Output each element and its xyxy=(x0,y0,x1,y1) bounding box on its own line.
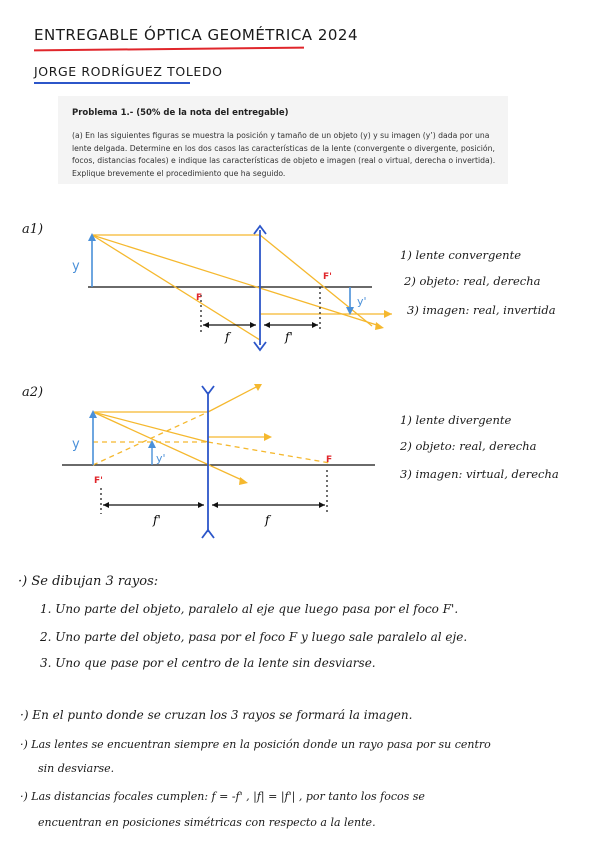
a1-answer-2: 2) objeto: real, derecha xyxy=(404,274,541,288)
a1-focus-prime-label: F' xyxy=(323,272,332,282)
a1-image-label: y' xyxy=(357,295,367,308)
a2-answer-2: 2) objeto: real, derecha xyxy=(400,439,537,453)
a2-f-prime-label: f' xyxy=(153,513,161,527)
note-image-formation: ·) En el punto donde se cruzan los 3 rayos se formará la imagen. xyxy=(20,708,413,722)
a2-focus-label: F xyxy=(326,455,333,465)
a1-answer-1: 1) lente convergente xyxy=(400,248,522,262)
note-focal-distances: ·) Las distancias focales cumplen: f = -f' , |f| = |f'| , por tanto los focos se xyxy=(20,790,425,803)
a2-image-arrowhead xyxy=(148,440,156,448)
a2-rays xyxy=(93,386,333,481)
a1-object-label: y xyxy=(72,259,80,274)
a2-f-label: f xyxy=(265,513,270,527)
a1-answer-3: 3) imagen: real, invertida xyxy=(407,303,556,317)
a1-f-prime-label: f' xyxy=(285,330,293,344)
a2-ray-focus-virtual xyxy=(208,442,333,465)
a2-ray-focus-in xyxy=(93,412,208,442)
a2-image-label: y' xyxy=(156,452,166,465)
document-title: ENTREGABLE ÓPTICA GEOMÉTRICA 2024 xyxy=(34,26,358,44)
author-name: JORGE RODRÍGUEZ TOLEDO xyxy=(34,64,223,79)
note-lens-position: ·) Las lentes se encuentran siempre en la posición donde un rayo pasa por su centro xyxy=(20,738,491,751)
a2-object-label: y xyxy=(72,437,80,452)
ray-step-1: 1. Uno parte del objeto, paralelo al eje que luego pasa por el foco F'. xyxy=(40,602,459,616)
a2-object-arrowhead xyxy=(89,410,97,418)
a2-ray-center xyxy=(93,412,244,481)
a2-answer-3: 3) imagen: virtual, derecha xyxy=(400,467,559,481)
ray-step-3: 3. Uno que pase por el centro de la lente sin desviarse. xyxy=(40,656,376,670)
a1-focus-label: F xyxy=(196,293,203,303)
rays-intro: ·) Se dibujan 3 rayos: xyxy=(18,574,159,589)
a1-f-label: f xyxy=(225,330,230,344)
note-lens-position-cont: sin desviarse. xyxy=(38,762,115,775)
diagram-a2-label: a2) xyxy=(22,385,44,400)
diagram-a1-label: a1) xyxy=(22,222,44,237)
a2-ray-parallel-out xyxy=(208,386,258,412)
problem-text: (a) En las siguientes figuras se muestra la posición y tamaño de un objeto (y) y su imagen (y’) dada por una lente delgada. Determine en los dos casos las características de la lente (convergente o divergente, posición, focos, distancias focales) e indique las características de objeto e imagen (real o virtual, derecha o invertida). Explique brevemente el procedimiento que ha seguido. xyxy=(72,131,496,178)
problem-title: Problema 1.- (50% de la nota del entregable) xyxy=(72,108,289,118)
a2-focus-prime-label: F' xyxy=(94,476,103,486)
ray-step-2: 2. Uno parte del objeto, pasa por el foco F y luego sale paralelo al eje. xyxy=(40,630,468,644)
note-focal-distances-cont: encuentran en posiciones simétricas con respecto a la lente. xyxy=(38,816,376,829)
a2-answer-1: 1) lente divergente xyxy=(400,413,512,427)
